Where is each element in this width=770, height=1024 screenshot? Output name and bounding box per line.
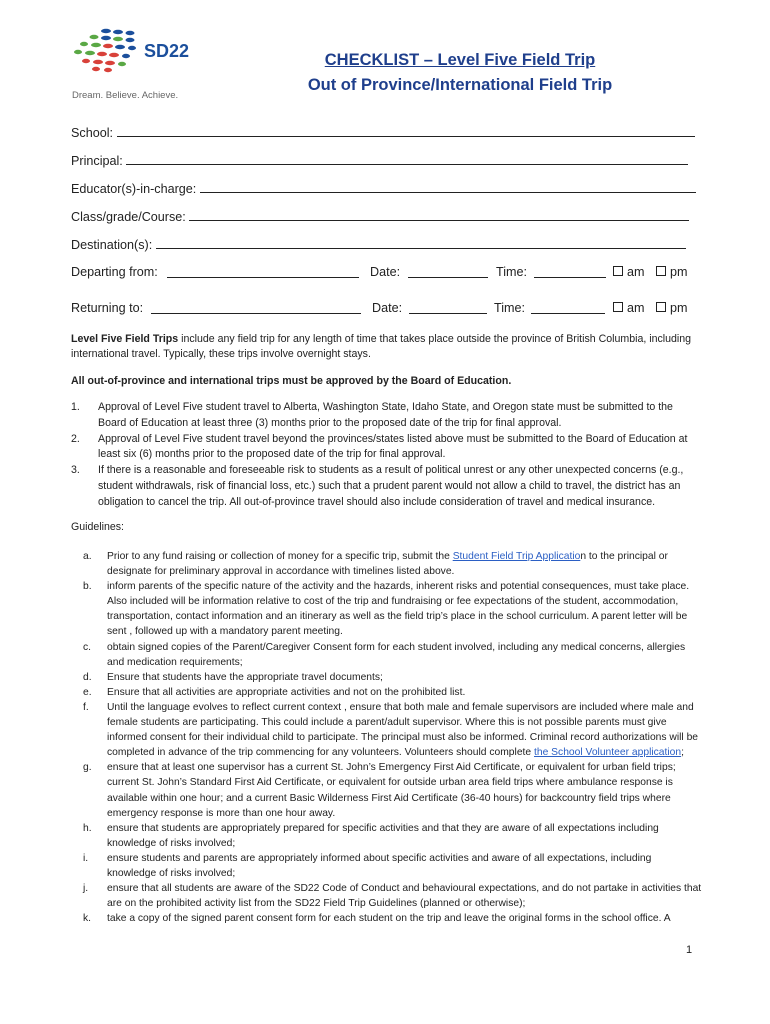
departing-date-input[interactable] [408,265,488,278]
principal-label: Principal: [71,154,123,168]
class-input-line[interactable] [189,208,689,221]
school-field[interactable] [71,124,695,140]
departing-pm-label: pm [670,265,688,279]
returning-row [71,301,711,317]
list-item [83,881,703,911]
list-item [71,400,701,432]
principal-field[interactable] [71,152,688,168]
list-letter: k. [83,913,92,925]
list-item-text: obtain signed copies of the Parent/Caregiver Consent form for each student involved, including any medical concerns, allergies and medication requirements; [107,641,686,668]
list-letter: j. [83,883,89,895]
list-item [83,670,703,685]
approval-list [71,400,701,511]
returning-label: Returning to: [71,301,144,315]
list-item-text: ensure students and parents are appropriately informed about specific activities and aware of all expectations, including knowledge of risks involved; [107,852,652,879]
list-item-text: take a copy of the signed parent consent form for each student on the trip and leave the original forms in the school office. A [107,913,671,925]
school-label: School: [71,126,114,140]
list-letter: h. [83,822,92,834]
educators-label: Educator(s)-in-charge: [71,182,197,196]
returning-pm-checkbox[interactable] [656,301,688,315]
list-item [83,700,703,760]
departing-pm-checkbox[interactable] [656,265,688,279]
returning-time-label: Time: [494,301,526,315]
list-letter: i. [83,852,89,864]
list-number: 1. [71,401,80,413]
list-item [83,821,703,851]
logo-text: SD22 [144,41,190,61]
list-item-text: Approval of Level Five student travel beyond the provinces/states listed above must be submitted to the Board of Education at least six (6) months prior to the proposed date of the trip for final approval. [98,432,688,461]
list-item [83,685,703,700]
list-item [83,549,703,579]
checkbox-icon [656,266,666,276]
departing-input-line[interactable] [167,265,359,278]
school-input-line[interactable] [117,124,695,137]
list-item-text: Ensure that students have the appropriate travel documents; [107,671,383,683]
returning-date-label: Date: [372,301,403,315]
checkbox-icon [613,302,623,312]
page-number: 1 [686,944,693,956]
returning-am-label: am [627,301,645,315]
list-letter: f. [83,701,89,713]
list-item-text: ensure that students are appropriately prepared for specific activities and that they are aware of all expectations including knowledge of risks involved; [107,822,659,849]
intro-paragraph [71,332,701,362]
list-letter: g. [83,762,92,774]
principal-input-line[interactable] [126,152,688,165]
departing-row [71,265,711,281]
list-item [71,432,701,464]
checkbox-icon [613,266,623,276]
returning-input-line[interactable] [151,301,361,314]
departing-date-label: Date: [370,265,401,279]
returning-am-checkbox[interactable] [613,301,645,315]
departing-am-label: am [627,265,645,279]
class-label: Class/grade/Course: [71,210,186,224]
list-item-text: ensure that all students are aware of the SD22 Code of Conduct and behavioural expectations, and do not partake in activities that are on the prohibited activity list from the SD22 Field Trip Guidelines (planned or otherwise); [107,883,702,910]
list-letter: e. [83,686,92,698]
departing-am-checkbox[interactable] [613,265,645,279]
list-item-text: inform parents of the specific nature of the activity and the hazards, inherent risks and potential consequences, must take place. Also included will be information relative to cost of the trip and fundraising or fee expectations of the student, accommodation, transportation, contact information and an itinerary as well as the field trip’s place in the school curriculum. A parent letter will be sent , followed up with a mandatory parent meeting. [107,581,690,638]
list-item-text: Ensure that all activities are appropriate activities and not on the prohibited list. [107,686,466,698]
departing-time-input[interactable] [534,265,606,278]
returning-pm-label: pm [670,301,688,315]
list-letter: d. [83,671,92,683]
list-item-text: ; [681,747,684,759]
destination-label: Destination(s): [71,238,153,252]
logo-tagline: Dream. Believe. Achieve. [72,90,179,101]
logo-dots-icon [72,28,142,74]
intro-text: include any field trip for any length of time that takes place outside the province of British Columbia, including international travel. Typically, these trips involve overnight stays. [71,333,692,360]
student-field-trip-application-link[interactable]: Student Field Trip Applicatio [452,551,581,562]
list-number: 2. [71,432,80,445]
list-item-text: Prior to any fund raising or collection of money for a specific trip, submit the [107,551,453,562]
list-number: 3. [71,464,80,477]
list-item-text: ensure that at least one supervisor has a current St. John’s Emergency First Aid Certificate, or equivalent for urban field trips; current St. John’s Standard First Aid Certificate, or equivalent for outside urban area field trips where ambulance response is available within one hour; and a current Basic Wilderness First Aid Certificate (36-40 hours) for backcountry field trips where emergency response is more than one hour away. [107,762,676,819]
list-item [83,911,703,926]
list-item [83,640,703,670]
returning-date-input[interactable] [409,301,487,314]
list-item [83,760,703,820]
list-item [83,579,703,639]
school-volunteer-application-link[interactable]: the School Volunteer application [534,747,682,759]
departing-label: Departing from: [71,265,158,279]
intro-bold: Level Five Field Trips [71,333,179,345]
list-letter: a. [83,551,92,562]
list-letter: b. [83,581,92,593]
guidelines-heading: Guidelines: [71,521,124,533]
document-title: CHECKLIST – Level Five Field Trip [324,51,596,69]
list-item-text: If there is a reasonable and foreseeable risk to students as a result of political unrest or any other unexpected concerns (e.g., student withdrawals, risk of financial loss, etc.) such that a prudent parent would not allow a child to travel, the district has an obligation to cancel the trip. All out-of-province travel should also include consideration of travel and medical insurance. [98,464,684,508]
list-item-text: Approval of Level Five student travel to Alberta, Washington State, Idaho State, and Oregon state must be submitted to the Board of Education at least three (3) months prior to the proposed date of the trip for final approval. [98,401,673,429]
sd22-logo [72,28,202,104]
educators-input-line[interactable] [200,180,696,193]
checkbox-icon [656,302,666,312]
list-letter: c. [83,641,92,653]
list-item [83,851,703,881]
returning-time-input[interactable] [531,301,605,314]
document-subtitle: Out of Province/International Field Trip [307,76,613,94]
list-item-text: n to the principal or designate for preliminary approval in accordance with timelines listed above. [107,551,668,578]
list-item [71,463,701,510]
class-field[interactable] [71,208,689,224]
educators-field[interactable] [71,180,696,196]
departing-time-label: Time: [496,265,528,279]
list-item-text: Until the language evolves to reflect current context , ensure that both male and female supervisors are included where male and female students are participating. This could include a parent/adult supervisor. Where this is not possible parents must give informed consent for their individual child to participate. The principal must also be informed. Criminal record authorizations will be completed in advance of the trip commencing for any volunteers. Volunteers should complete [107,701,699,759]
guidelines-list [83,549,703,926]
destination-input-line[interactable] [156,236,686,249]
board-approval-note: All out-of-province and international trips must be approved by the Board of Education. [71,375,512,387]
destination-field[interactable] [71,236,686,252]
